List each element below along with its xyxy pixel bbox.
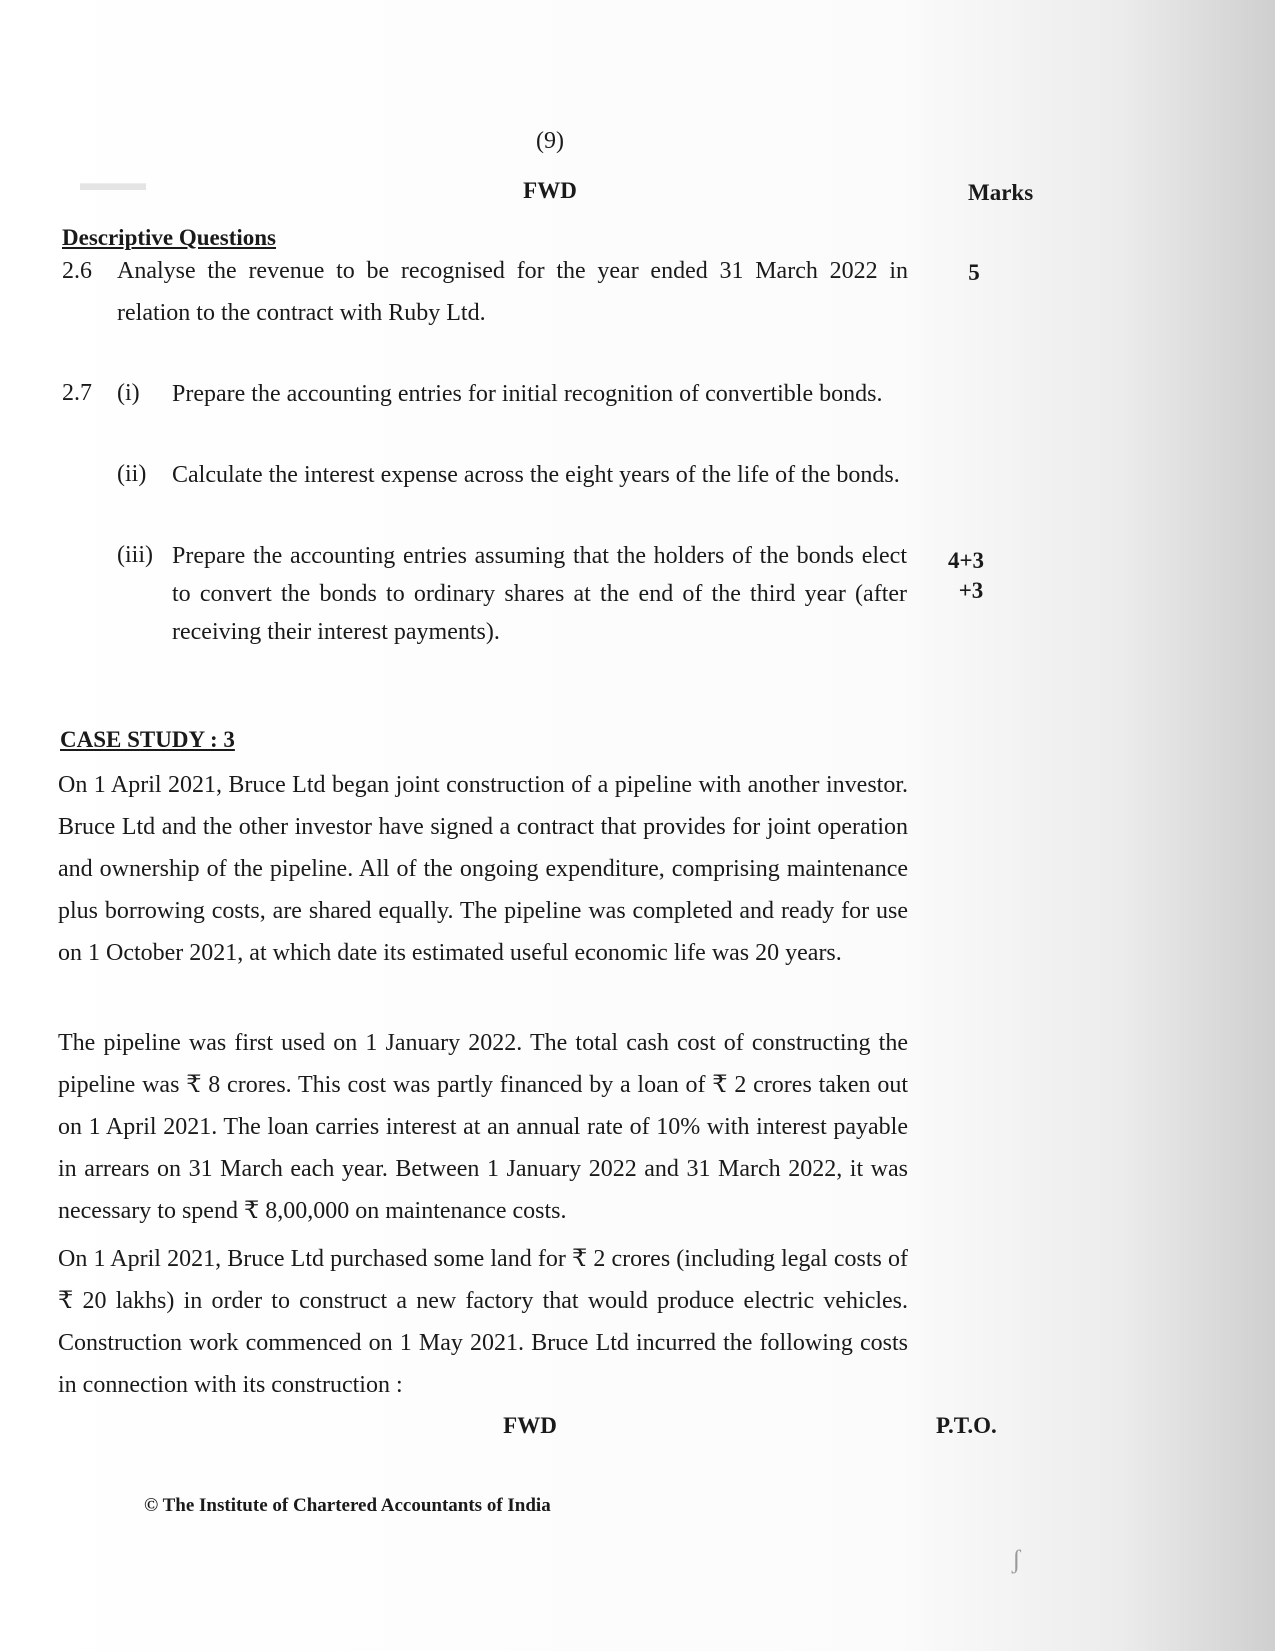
subpart-label: (i): [117, 380, 140, 406]
scan-mark: ʃ: [1012, 1545, 1021, 1574]
subpart-label: (iii): [117, 542, 153, 568]
question-marks-continued: +3: [958, 578, 984, 603]
subpart-text: Prepare the accounting entries for initial recognition of convertible bonds.: [172, 381, 883, 407]
question-number: 2.6: [62, 258, 92, 284]
question-marks: 5: [968, 260, 980, 285]
fwd-footer: FWD: [503, 1413, 557, 1438]
bleed-through-artifact: ▬▬▬: [80, 170, 146, 195]
case-study-paragraph: On 1 April 2021, Bruce Ltd began joint construction of a pipeline with another investor. Bruce Ltd and the other investor have signed a contract that provides for joint operation and ownership of the pipeline. All of the ongoing expenditure, comprising maintenance plus borrowing costs, are shared equally. The pipeline was completed and ready for use on 1 October 2021, at which date its estimated useful economic life was 20 years.: [58, 772, 908, 966]
case-study-paragraph: On 1 April 2021, Bruce Ltd purchased some land for ₹ 2 crores (including legal costs of ₹ 20 lakhs) in order to construct a new factory that would produce electric vehicles. Construction work commenced on 1 May 2021. Bruce Ltd incurred the following costs in connection with its construction :: [58, 1246, 908, 1398]
question-text: Analyse the revenue to be recognised for the year ended 31 March 2022 in relation to the contract with Ruby Ltd.: [117, 258, 908, 326]
fwd-header: FWD: [523, 178, 577, 203]
case-study-paragraph: The pipeline was first used on 1 January 2022. The total cash cost of constructing the pipeline was ₹ 8 crores. This cost was partly financed by a loan of ₹ 2 crores taken out on 1 April 2021. The loan carries interest at an annual rate of 10% with interest payable in arrears on 31 March each year. Between 1 January 2022 and 31 March 2022, it was necessary to spend ₹ 8,00,000 on maintenance costs.: [58, 1030, 908, 1224]
please-turn-over: P.T.O.: [936, 1413, 997, 1438]
subpart-text: Calculate the interest expense across the eight years of the life of the bonds.: [172, 462, 900, 488]
question-number: 2.7: [62, 380, 92, 406]
question-marks: 4+3: [947, 548, 985, 573]
copyright-footer: © The Institute of Chartered Accountants of India: [144, 1495, 551, 1516]
case-study-title: CASE STUDY : 3: [60, 727, 235, 752]
page-number: (9): [536, 128, 564, 154]
section-title: Descriptive Questions: [62, 225, 277, 250]
marks-column-heading: Marks: [968, 180, 1034, 205]
subpart-text: Prepare the accounting entries assuming that the holders of the bonds elect to convert the bonds to ordinary shares at the end of the third year (after receiving their interest payments).: [172, 543, 907, 645]
subpart-label: (ii): [117, 461, 147, 487]
